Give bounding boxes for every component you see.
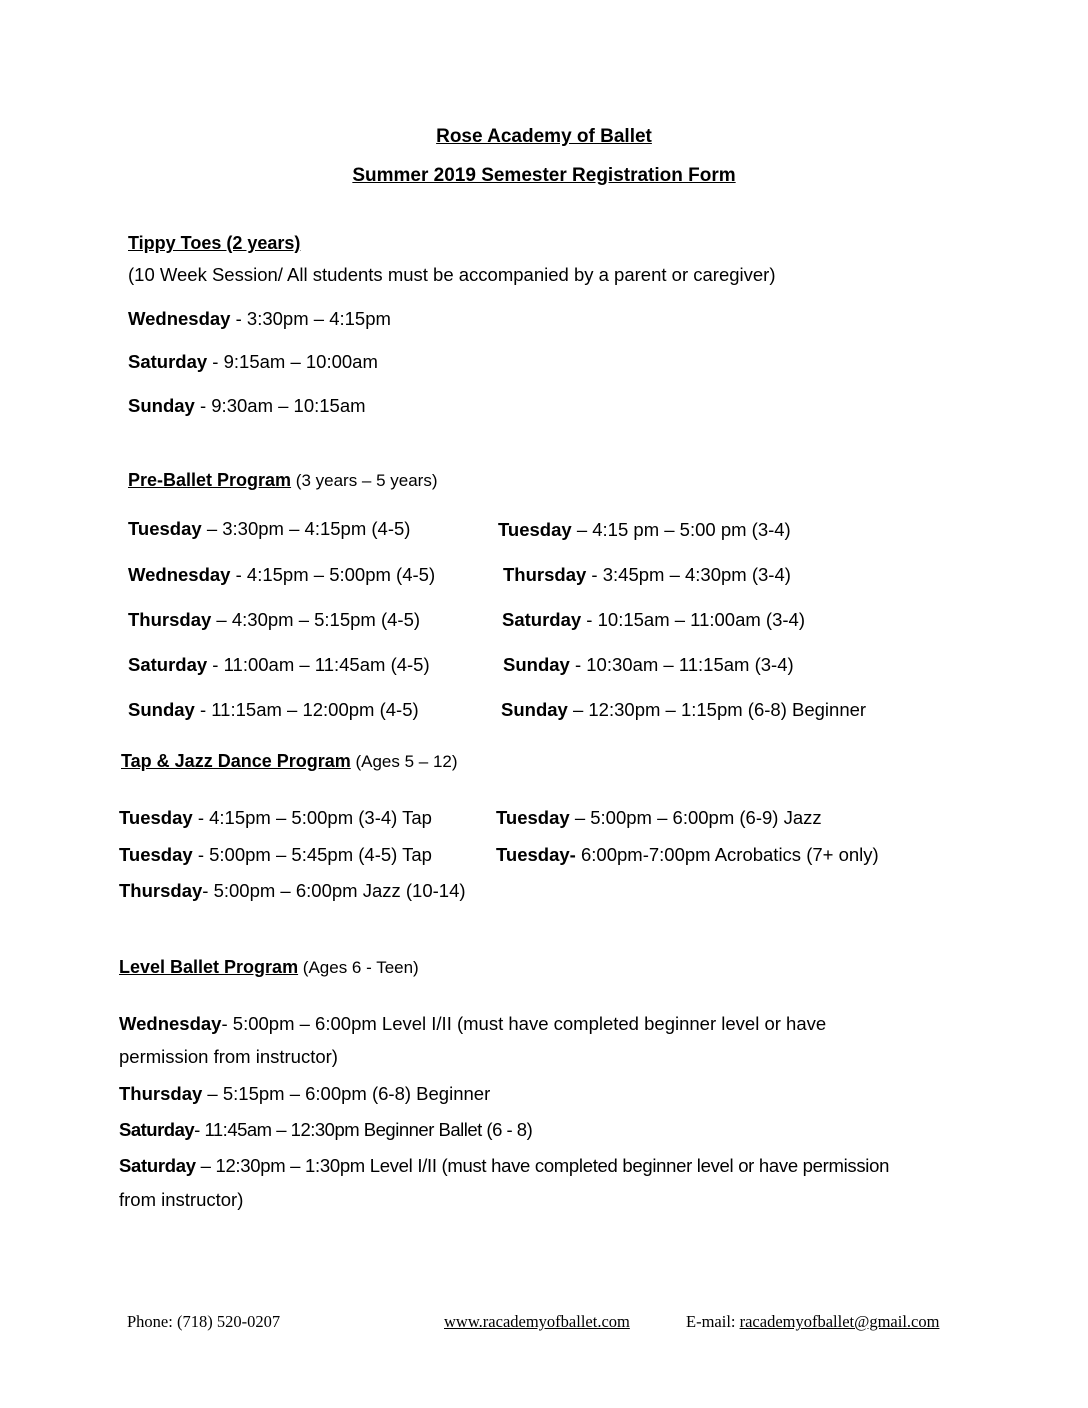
schedule-line: Wednesday- 5:00pm – 6:00pm Level I/II (must have completed beginner level or have [119,1013,827,1034]
schedule-line: Saturday - 11:00am – 11:45am (4-5) [128,654,430,675]
page-subtitle: Summer 2019 Semester Registration Form [352,165,736,186]
schedule-line: Tuesday – 5:00pm – 6:00pm (6-9) Jazz [496,807,822,828]
page-title: Rose Academy of Ballet [436,126,652,147]
schedule-line: Saturday - 10:15am – 11:00am (3-4) [502,609,805,630]
schedule-line: Thursday - 3:45pm – 4:30pm (3-4) [503,564,791,585]
schedule-line: Sunday – 12:30pm – 1:15pm (6-8) Beginner [501,699,867,720]
pre-ballet-heading: Pre-Ballet Program (3 years – 5 years) [128,470,438,490]
schedule-line: Sunday - 9:30am – 10:15am [128,395,366,416]
level-ballet-heading: Level Ballet Program (Ages 6 - Teen) [119,957,419,977]
schedule-line: Tuesday - 4:15pm – 5:00pm (3-4) Tap [119,807,432,828]
schedule-line: Sunday - 10:30am – 11:15am (3-4) [503,654,794,675]
footer-email-label: E-mail: [686,1312,740,1331]
schedule-line: Tuesday – 3:30pm – 4:15pm (4-5) [128,518,411,539]
schedule-line: from instructor) [119,1189,244,1210]
footer-website-link[interactable]: www.racademyofballet.com [444,1312,630,1331]
schedule-line: permission from instructor) [119,1046,338,1067]
footer-email [686,1312,939,1332]
schedule-line: Tuesday- 6:00pm-7:00pm Acrobatics (7+ only) [496,844,879,865]
schedule-line: Tuesday - 5:00pm – 5:45pm (4-5) Tap [119,844,432,865]
schedule-line: Wednesday - 3:30pm – 4:15pm [128,308,391,329]
tippy-toes-note: (10 Week Session/ All students must be accompanied by a parent or caregiver) [128,264,776,285]
schedule-line: Thursday – 4:30pm – 5:15pm (4-5) [128,609,421,630]
schedule-line: Tuesday – 4:15 pm – 5:00 pm (3-4) [498,519,791,540]
footer-phone: Phone: (718) 520-0207 [127,1312,281,1331]
schedule-line: Thursday- 5:00pm – 6:00pm Jazz (10-14) [119,880,466,901]
footer-email-link[interactable]: racademyofballet@gmail.com [739,1312,940,1331]
schedule-line: Sunday - 11:15am – 12:00pm (4-5) [128,699,419,720]
tippy-toes-heading: Tippy Toes (2 years) [128,233,301,253]
schedule-line: Saturday - 9:15am – 10:00am [128,351,378,372]
tap-jazz-heading: Tap & Jazz Dance Program (Ages 5 – 12) [121,751,458,771]
schedule-line: Wednesday - 4:15pm – 5:00pm (4-5) [128,564,436,585]
schedule-line: Saturday- 11:45am – 12:30pm Beginner Ballet (6 - 8) [119,1119,533,1140]
schedule-line: Saturday – 12:30pm – 1:30pm Level I/II (must have completed beginner level or have permission [119,1155,890,1176]
schedule-line: Thursday – 5:15pm – 6:00pm (6-8) Beginner [119,1083,491,1104]
